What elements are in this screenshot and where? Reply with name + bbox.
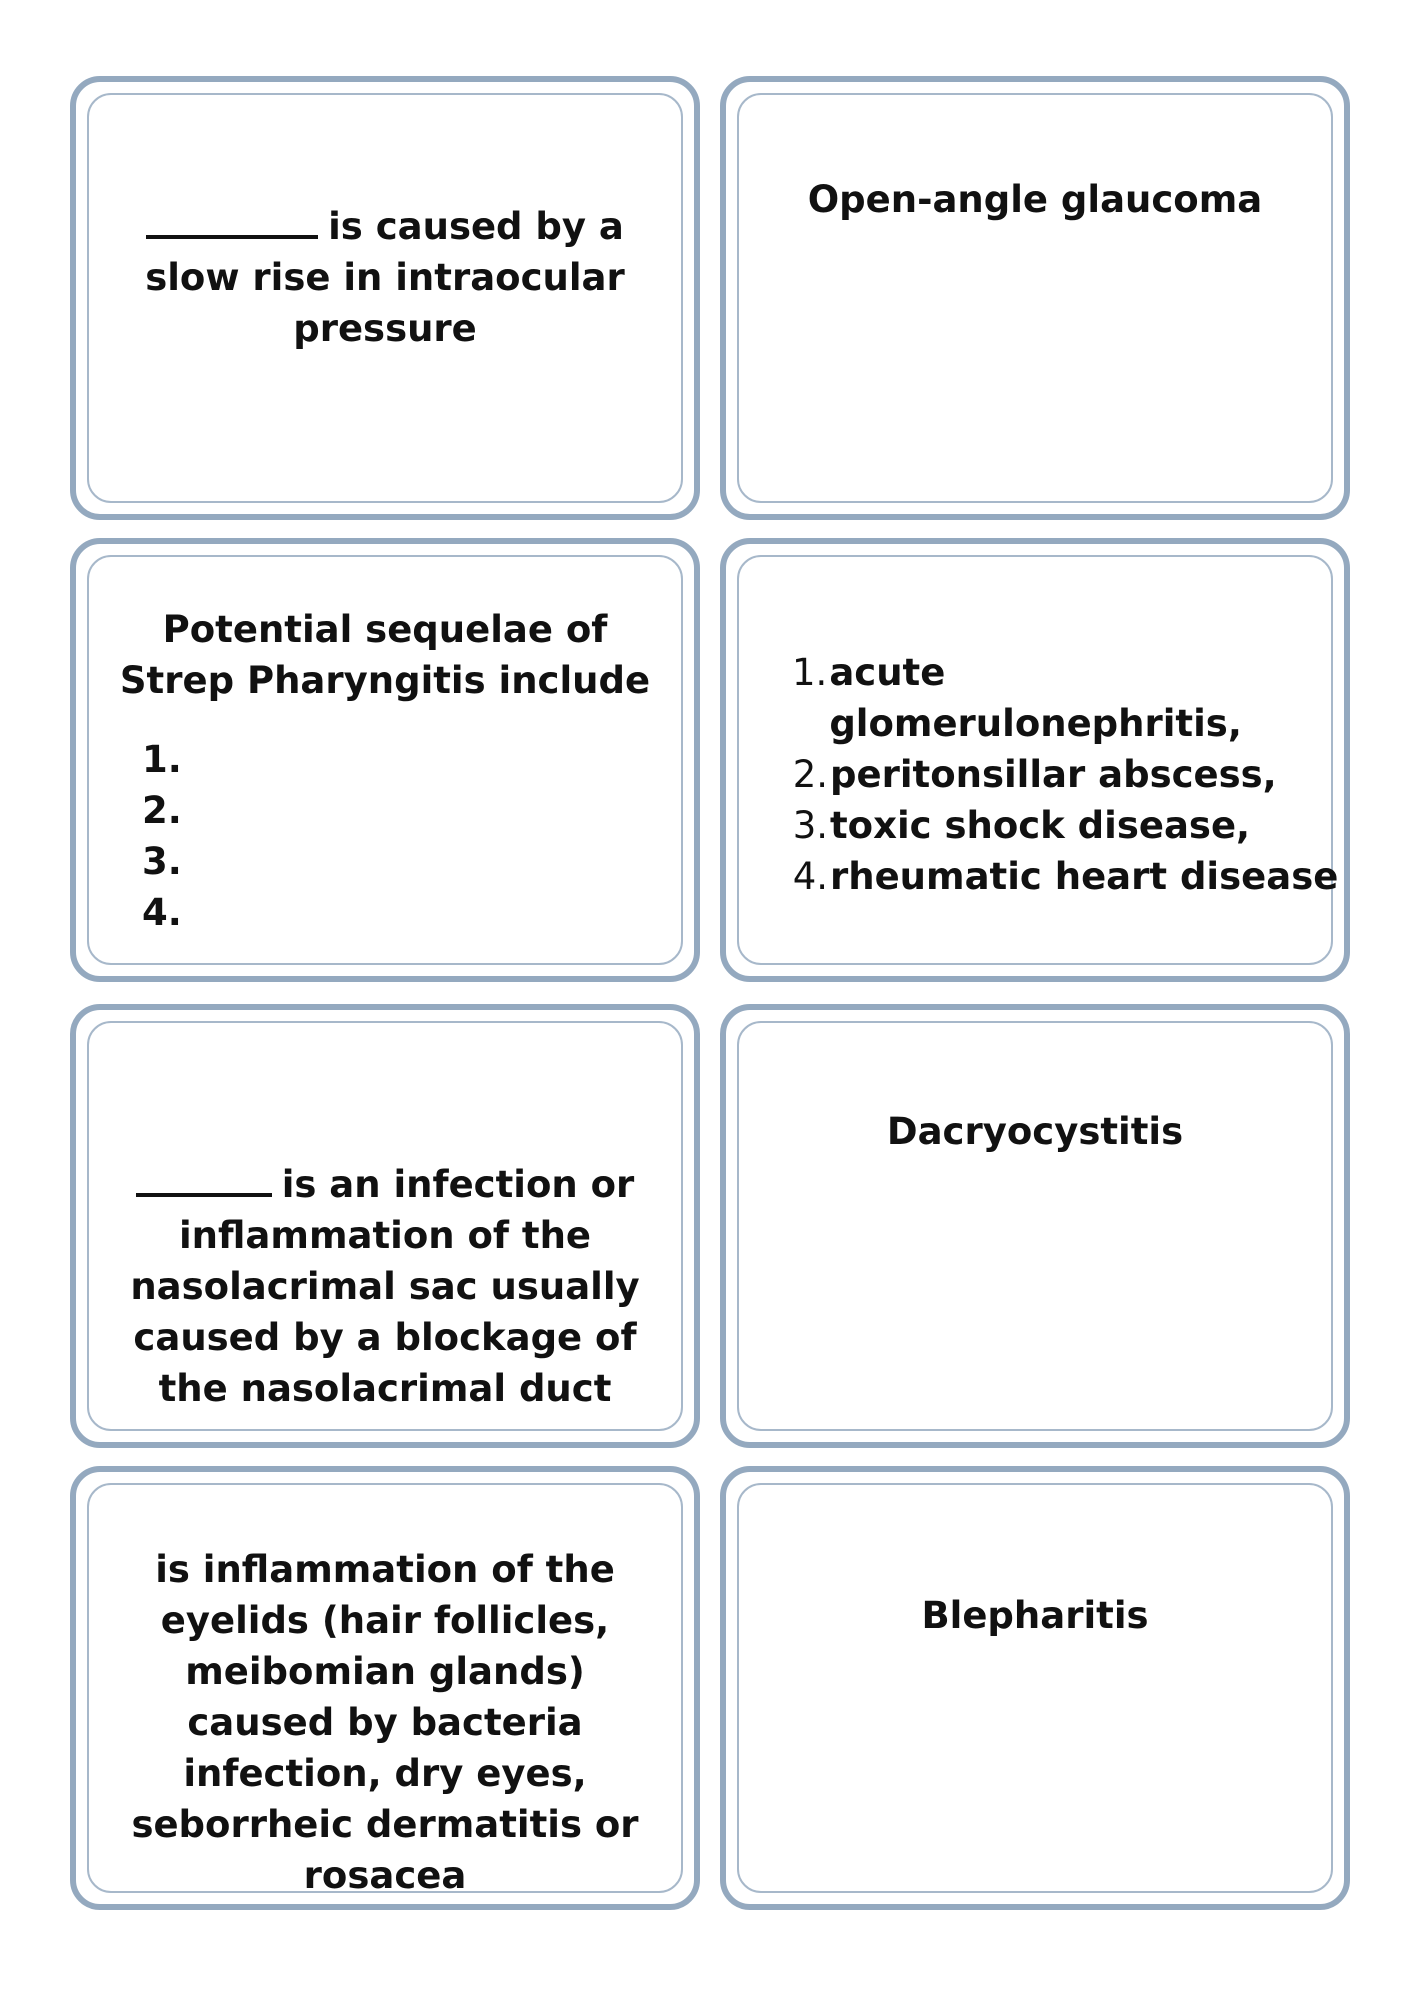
answer-text-4: Blepharitis	[921, 1594, 1149, 1637]
question-1-body: is caused by a slow rise in intraocular pressure	[145, 205, 625, 350]
flashcard-answer-4	[720, 1466, 1350, 1910]
question-text-3	[116, 1106, 654, 1414]
list-number: 4.	[142, 891, 182, 934]
flashcard-question-3	[70, 1004, 700, 1448]
list-number: 3.	[792, 804, 828, 847]
card-inner-border	[737, 93, 1333, 503]
list-number: 3.	[142, 840, 182, 883]
list-item	[142, 734, 182, 785]
list-item	[792, 749, 1344, 800]
flashcard-question-2	[70, 538, 700, 982]
flashcard-answer-2	[720, 538, 1350, 982]
list-item	[792, 851, 1344, 902]
list-number: 2.	[142, 789, 182, 832]
list-item	[142, 887, 182, 938]
answer-text-1: Open-angle glaucoma	[807, 178, 1263, 221]
question-text-2: Potential sequelae of Strep Pharyngitis include	[119, 608, 651, 702]
flashcard-answer-3	[720, 1004, 1350, 1448]
flashcard-question-4	[70, 1466, 700, 1910]
card-inner-border	[737, 1021, 1333, 1431]
list-item-text: acute glomerulonephritis,	[829, 651, 1242, 745]
card-inner-border	[737, 1483, 1333, 1893]
list-number: 2.	[792, 753, 828, 796]
flashcard-answer-1	[720, 76, 1350, 520]
question-3-body: is an infection or inflammation of the nasolacrimal sac usually caused by a blockage of the nasolacrimal duct	[130, 1163, 640, 1410]
flashcard-question-1	[70, 76, 700, 520]
list-item	[792, 647, 1344, 749]
list-item	[142, 785, 182, 836]
fill-in-blank	[136, 1157, 272, 1197]
question-text-4: is inflammation of the eyelids (hair follicles, meibomian glands) caused by bacteria infection, dry eyes, seborrheic dermatitis or rosacea	[131, 1548, 639, 1897]
question-text-1	[116, 148, 654, 354]
answer-2-list	[792, 647, 1344, 902]
fill-in-blank	[146, 199, 318, 239]
list-item-text: peritonsillar abscess,	[830, 753, 1277, 796]
list-item-text: rheumatic heart disease	[830, 855, 1339, 898]
list-number: 1.	[792, 651, 828, 694]
list-item	[792, 800, 1344, 851]
answer-text-3: Dacryocystitis	[886, 1110, 1184, 1153]
list-number: 1.	[142, 738, 182, 781]
question-2-number-list	[142, 734, 182, 938]
list-item	[142, 836, 182, 887]
list-item-text: toxic shock disease,	[830, 804, 1251, 847]
list-number: 4.	[792, 855, 828, 898]
